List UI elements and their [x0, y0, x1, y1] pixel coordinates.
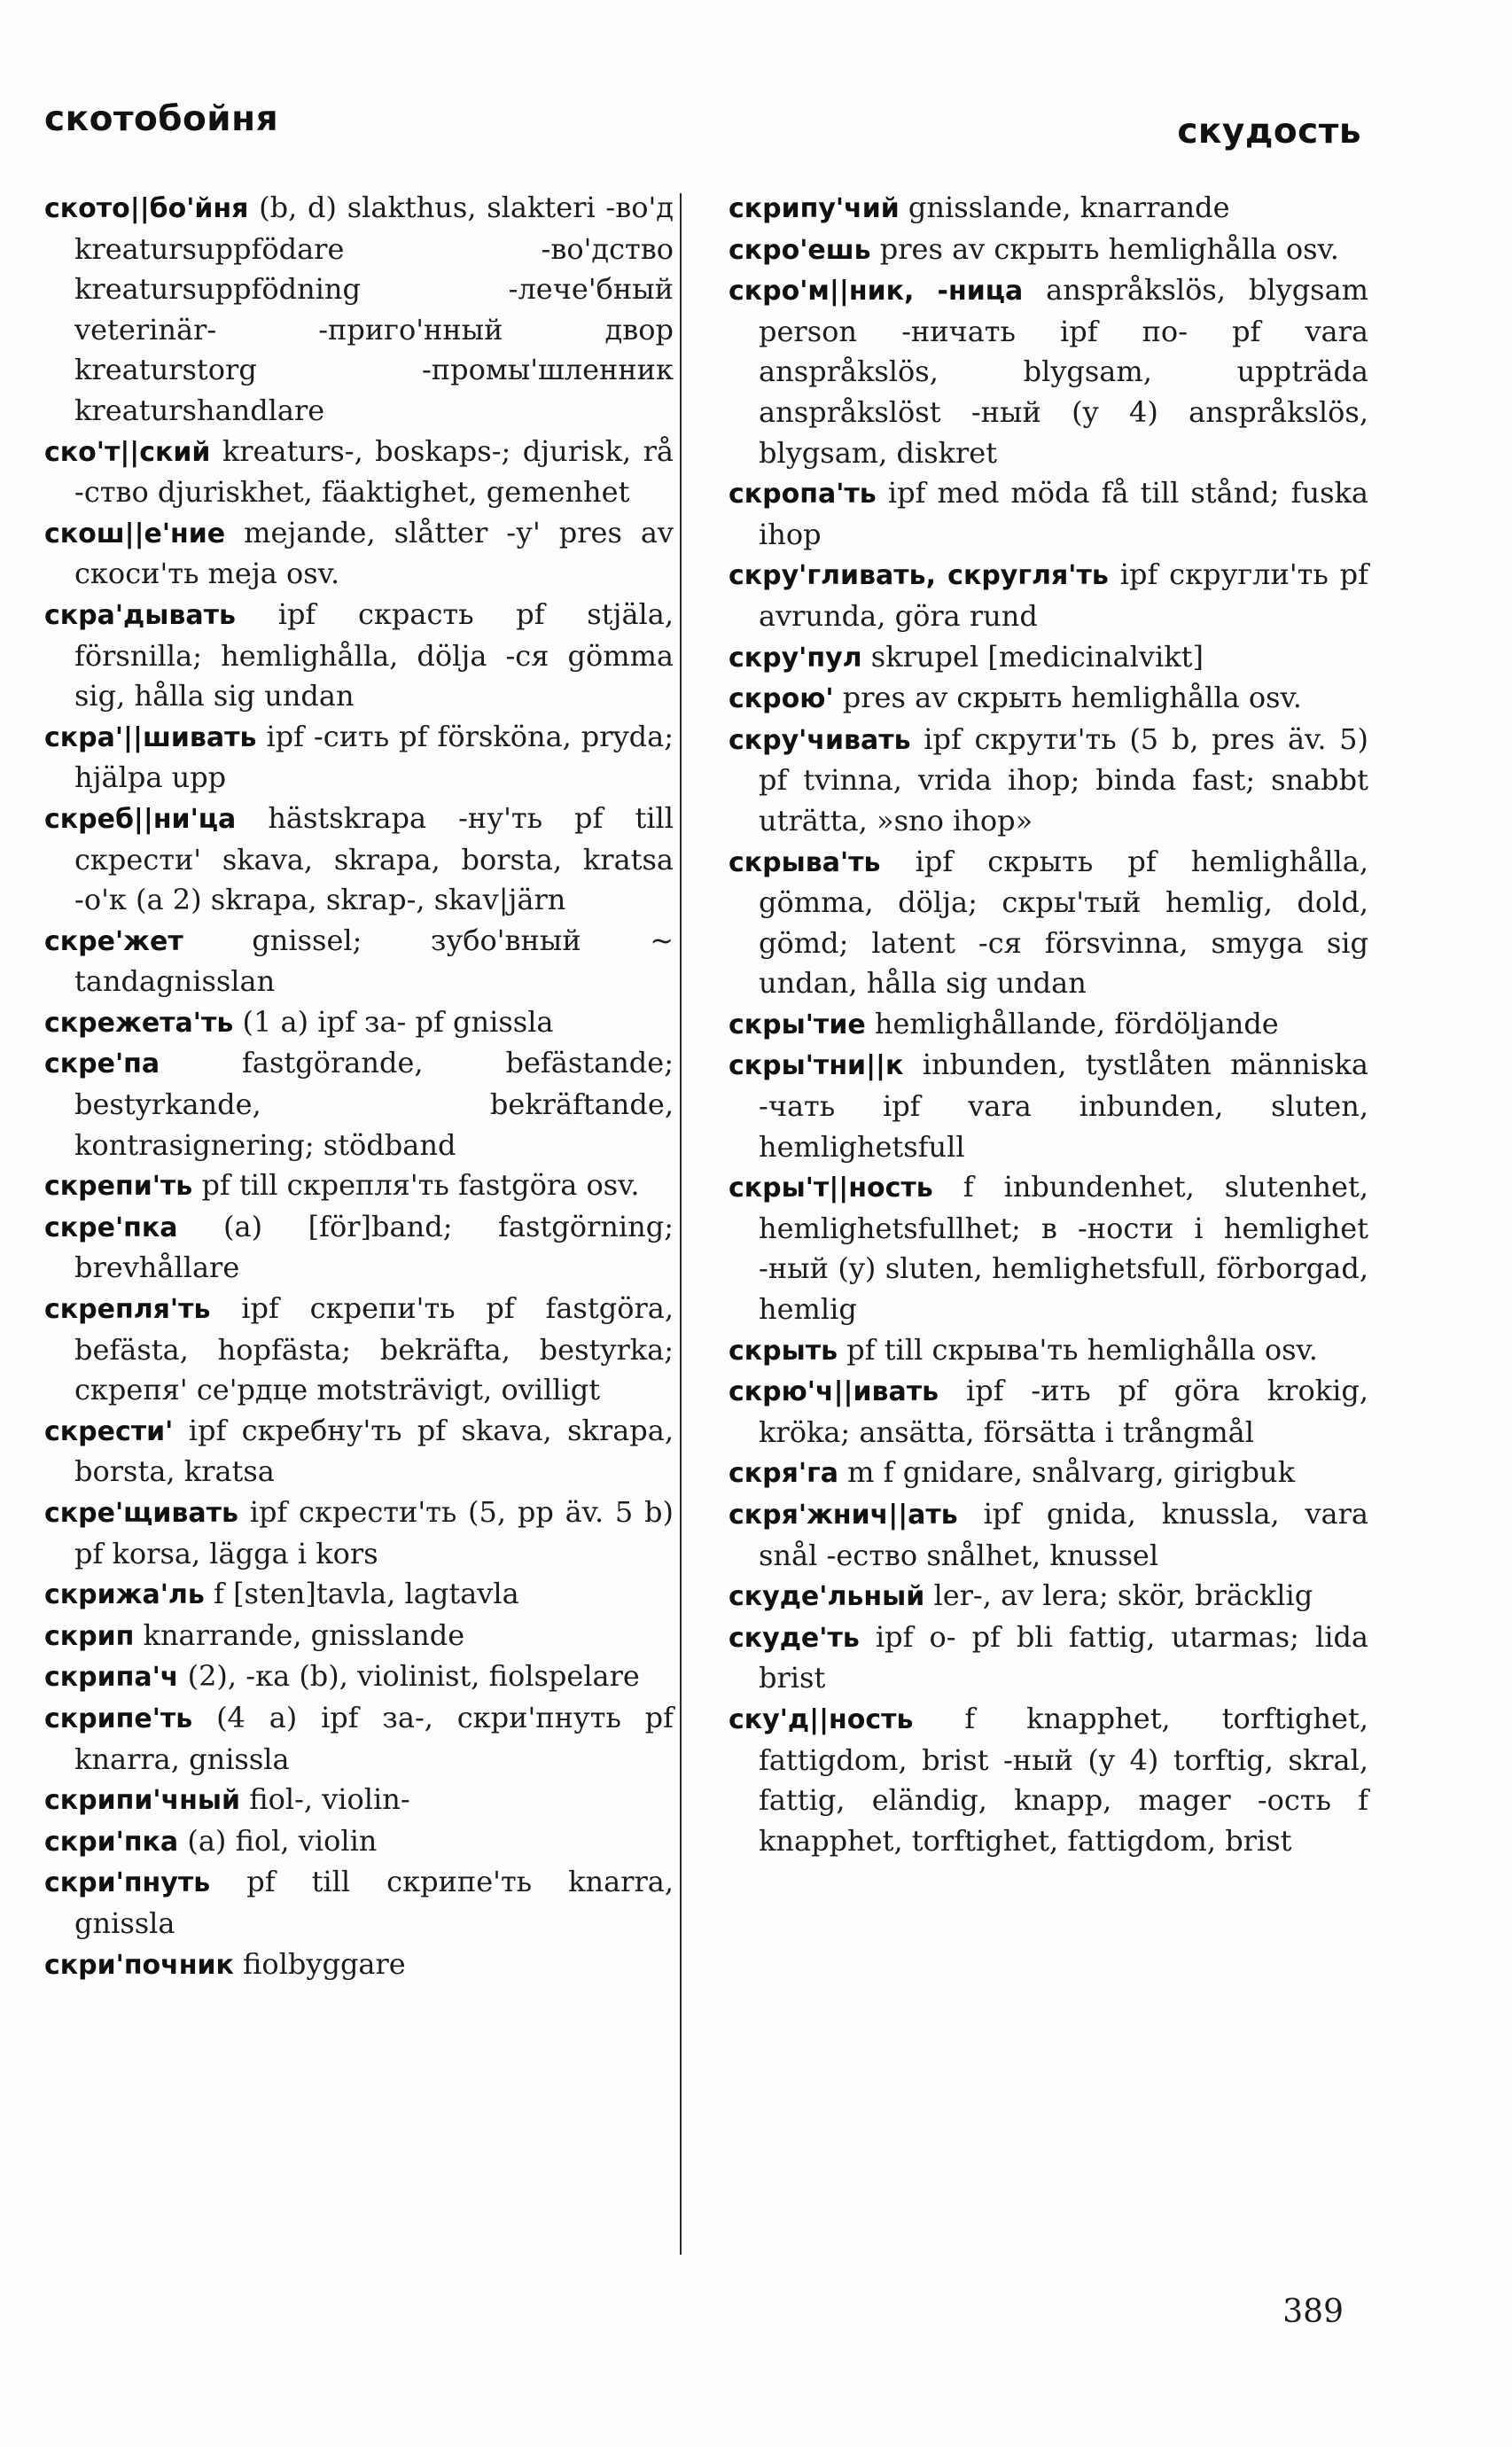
entry-definition: fiol-, violin-: [249, 1782, 410, 1817]
entry-definition: (b, d) slakthus, slakteri -во'д kreatursuppfödare -во'дство kreatursuppfödning -лече'бный veterinär- -приго'нный двор kreaturstorg -промы'шленник kreaturshandlare: [74, 191, 674, 427]
header-guide-word-right: скудость: [1177, 112, 1361, 152]
entry-definition: ipf -ить pf göra krokig, kröka; ansätta, försätta i trångmål: [759, 1374, 1369, 1449]
entry-headword: скру'чивать: [729, 724, 911, 756]
dictionary-entry: [729, 230, 1368, 271]
dictionary-entry: [729, 555, 1368, 636]
entry-definition: ler-, av lera; skör, bräcklig: [933, 1578, 1313, 1613]
entry-definition: pres av скрыть hemlighålla osv.: [879, 231, 1339, 266]
entry-headword: ското||бо'йня: [44, 193, 249, 224]
entry-headword: скру'пул: [729, 642, 862, 674]
entry-headword: скри'пка: [44, 1826, 179, 1858]
dictionary-entry: [44, 1411, 674, 1492]
dictionary-entry: [729, 1576, 1368, 1617]
dictionary-entry: [44, 1616, 674, 1657]
dictionary-entry: [44, 1289, 674, 1411]
entry-definition: ipf скрепи'ть pf fastgöra, befästa, hopfästa; bekräfta, bestyrka; скрепя' се'рдце motsträvigt, ovilligt: [74, 1291, 674, 1407]
entry-headword: скрежета'ть: [44, 1007, 234, 1039]
entry-definition: ipf о- pf bli fattig, utarmas; lida brist: [759, 1619, 1368, 1695]
dictionary-entry: [729, 1699, 1368, 1861]
entry-headword: скрыть: [729, 1335, 838, 1367]
entry-definition: hästskrapa -ну'ть pf till скрести' skava, skrapa, borsta, kratsa -о'к (a 2) skrapa, skrap-, skav|järn: [74, 800, 674, 917]
entry-definition: ipf gnida, knussla, vara snål -ество snålhet, knussel: [759, 1497, 1368, 1572]
entry-definition: (1 a) ipf за- pf gnissla: [242, 1004, 554, 1039]
entry-headword: скру'гливать, скругля'ть: [729, 560, 1109, 592]
entry-definition: knarrande, gnisslande: [143, 1617, 465, 1652]
column-divider: [680, 193, 682, 2255]
entry-headword: скрипу'чий: [729, 193, 900, 224]
dictionary-entry: [44, 717, 674, 799]
entry-definition: pf till скрепля'ть fastgöra osv.: [201, 1168, 640, 1203]
entry-headword: скря'жнич||ать: [729, 1500, 958, 1531]
entry-definition: ipf скругли'ть pf avrunda, göra rund: [759, 557, 1368, 633]
entry-definition: hemlighållande, fördöljande: [874, 1006, 1279, 1040]
entry-definition: (2), -ка (b), violinist, fiolspelare: [187, 1659, 640, 1694]
header-guide-word-left: скотобойня: [44, 99, 279, 139]
entry-definition: ipf скребну'ть pf skava, skrapa, borsta, kratsa: [74, 1413, 674, 1489]
entry-headword: скрепи'ть: [44, 1171, 193, 1203]
entry-definition: pres av скрыть hemlighålla osv.: [842, 681, 1302, 715]
dictionary-entry: [44, 1492, 674, 1574]
entry-definition: (a) fiol, violin: [187, 1823, 378, 1858]
entry-headword: скрю'ч||ивать: [729, 1376, 939, 1408]
entry-headword: скрип: [44, 1620, 135, 1652]
entry-definition: ipf -сить pf försköna, pryda; hjälpa upp: [74, 719, 674, 795]
entry-definition: mejande, slåtter -у' pres av скоси'ть meja osv.: [74, 515, 674, 591]
dictionary-entry: [729, 720, 1368, 842]
dictionary-entry: [729, 270, 1368, 473]
entry-definition: ipf med möda få till stånd; fuska ihop: [759, 476, 1369, 551]
entry-definition: (4 a) ipf за-, скри'пнуть pf knarra, gnissla: [74, 1700, 674, 1776]
entry-headword: ско'т||ский: [44, 436, 211, 468]
entry-definition: f inbundenhet, slutenhet, hemlighetsfullhet; в -ности i hemlighet -ный (y) sluten, hemlighetsfull, förborgad, hemlig: [759, 1170, 1369, 1327]
entry-definition: fastgörande, befästande; bestyrkande, bekräftande, kontrasignering; stödband: [74, 1046, 674, 1162]
entry-definition: gnissel; зубо'вный ~ tandagnisslan: [74, 923, 674, 999]
entry-definition: m f gnidare, snålvarg, girigbuk: [847, 1455, 1295, 1490]
entry-headword: скреб||ни'ца: [44, 803, 237, 835]
entry-definition: pf till скрыва'ть hemlighålla osv.: [846, 1332, 1318, 1367]
entry-headword: скря'га: [729, 1458, 838, 1490]
entry-definition: anspråkslös, blygsam person -ничать ipf по- pf vara anspråkslös, blygsam, uppträda anspråkslöst -ный (y 4) anspråkslös, blygsam, diskret: [759, 273, 1369, 470]
entry-headword: скош||е'ние: [44, 518, 226, 549]
entry-headword: скри'пнуть: [44, 1867, 211, 1899]
entry-headword: скрою': [729, 683, 834, 715]
entry-headword: скре'пка: [44, 1212, 178, 1243]
dictionary-entry: [44, 1656, 674, 1698]
entry-headword: скуде'льный: [729, 1581, 925, 1613]
entry-headword: скри'почник: [44, 1949, 234, 1981]
entry-headword: скрипи'чный: [44, 1785, 241, 1817]
entry-headword: скре'жет: [44, 925, 183, 957]
entry-definition: kreaturs-, boskaps-; djurisk, rå -ство djuriskhet, fäaktighet, gemenhet: [74, 433, 674, 510]
entry-headword: скрипе'ть: [44, 1703, 193, 1734]
entry-definition: ipf скрути'ть (5 b, pres äv. 5) pf tvinna, vrida ihop; binda fast; snabbt uträtta, »sno ihop»: [759, 721, 1369, 838]
entry-headword: скуде'ть: [729, 1622, 860, 1654]
entry-headword: скра'||шивать: [44, 721, 257, 753]
dictionary-entry: [729, 473, 1368, 555]
dictionary-entry: [44, 1862, 674, 1944]
entry-definition: f knapphet, torftighet, fattigdom, brist -ный (y 4) torftig, skral, fattig, eländig, knapp, mager -ость f knapphet, torftighet, fattigdom, brist: [759, 1701, 1369, 1858]
dictionary-entry: [729, 1617, 1368, 1699]
entry-headword: скры'тни||к: [729, 1050, 904, 1082]
entry-headword: скре'па: [44, 1048, 160, 1080]
entry-definition: pf till скрипе'ть knarra, gnissla: [74, 1865, 674, 1940]
dictionary-entry: [44, 1780, 674, 1821]
entry-headword: скре'щивать: [44, 1498, 238, 1529]
dictionary-entry: [44, 1002, 674, 1044]
dictionary-entry: [44, 1574, 674, 1616]
dictionary-entry: [44, 799, 674, 921]
dictionary-entry: [729, 1167, 1368, 1329]
dictionary-entry: [44, 1165, 674, 1207]
dictionary-entry: [44, 188, 674, 432]
entry-headword: скро'ешь: [729, 234, 871, 266]
dictionary-entry: [44, 1043, 674, 1165]
entry-definition: ipf скрести'ть (5, pp äv. 5 b) pf korsa, lägga i kors: [74, 1495, 674, 1570]
entry-definition: f [sten]tavla, lagtavla: [214, 1577, 519, 1611]
dictionary-entry: [44, 513, 674, 595]
entry-headword: скрести': [44, 1415, 174, 1447]
dictionary-entry: [44, 1821, 674, 1863]
dictionary-entry: [44, 595, 674, 717]
entry-headword: скры'т||ность: [729, 1173, 933, 1204]
entry-headword: скрыва'ть: [729, 846, 881, 878]
entry-definition: ipf скрыть pf hemlighålla, gömma, dölja; скры'тый hemlig, dold, gömd; latent -ся försvinna, smyga sig undan, hålla sig undan: [759, 844, 1369, 1001]
dictionary-entry: [44, 1944, 674, 1986]
dictionary-entry: [729, 678, 1368, 720]
entry-definition: (a) [för]band; fastgörning; brevhållare: [74, 1209, 674, 1285]
entry-headword: скрипа'ч: [44, 1662, 179, 1694]
right-column: [729, 188, 1368, 1861]
entry-headword: скры'тие: [729, 1009, 866, 1040]
entry-headword: скрижа'ль: [44, 1579, 205, 1611]
entry-headword: ску'д||ность: [729, 1703, 914, 1735]
entry-definition: fiolbyggare: [243, 1946, 406, 1981]
dictionary-entry: [44, 432, 674, 513]
dictionary-entry: [729, 1371, 1368, 1453]
dictionary-entry: [729, 1453, 1368, 1494]
left-column: [44, 188, 674, 1985]
dictionary-entry: [729, 1004, 1368, 1046]
dictionary-entry: [729, 1330, 1368, 1372]
page-number: 389: [1282, 2294, 1344, 2330]
dictionary-entry: [729, 1494, 1368, 1576]
entry-definition: skrupel [medicinalvikt]: [870, 639, 1204, 674]
entry-definition: inbunden, tystlåten människa -чать ipf vara inbunden, sluten, hemlighetsfull: [759, 1048, 1369, 1164]
entry-definition: gnisslande, knarrande: [908, 191, 1230, 224]
dictionary-entry: [729, 1045, 1368, 1167]
dictionary-entry: [44, 1207, 674, 1289]
entry-definition: ipf скрасть pf stjäla, försnilla; hemlighålla, dölja -ся gömma sig, hålla sig undan: [74, 596, 674, 713]
dictionary-entry: [729, 637, 1368, 679]
entry-headword: скропа'ть: [729, 479, 877, 510]
dictionary-entry: [729, 842, 1368, 1004]
entry-headword: скро'м||ник, -ница: [729, 276, 1024, 308]
dictionary-entry: [44, 921, 674, 1002]
dictionary-entry: [44, 1698, 674, 1780]
dictionary-entry: [729, 188, 1368, 230]
entry-headword: скрепля'ть: [44, 1294, 211, 1326]
entry-headword: скра'дывать: [44, 599, 236, 631]
